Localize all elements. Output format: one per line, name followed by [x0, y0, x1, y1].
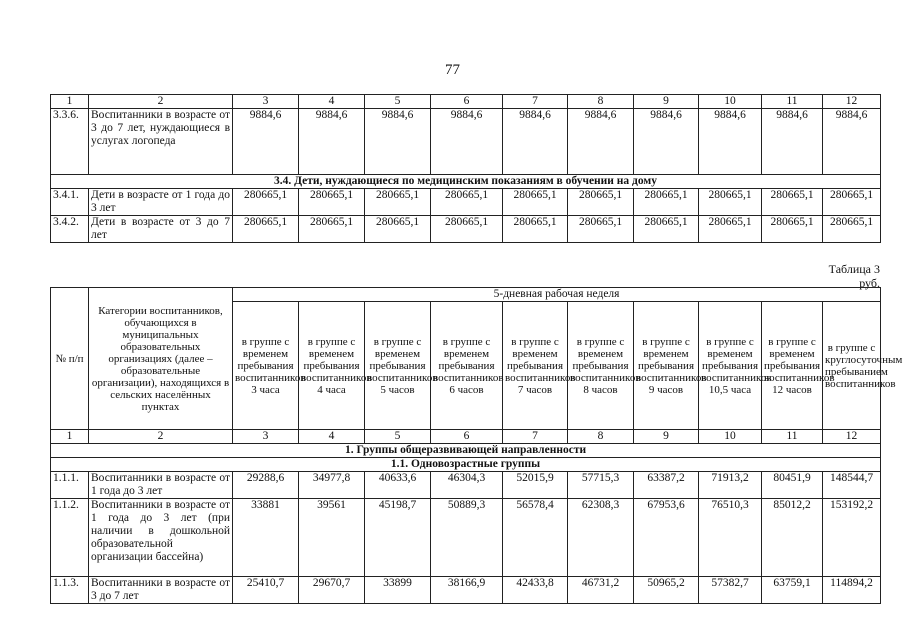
cell-value: 56578,4 — [503, 499, 568, 577]
cell-value: 280665,1 — [568, 189, 634, 216]
column-number: 8 — [568, 95, 634, 109]
group-header: в группе с временем пребывания воспитанников 4 часа — [299, 302, 365, 430]
section-title-row — [51, 175, 881, 189]
cell-value: 280665,1 — [699, 216, 762, 243]
column-number: 4 — [299, 95, 365, 109]
cell-value: 45198,7 — [365, 499, 431, 577]
cell-value: 280665,1 — [634, 216, 699, 243]
table-caption: Таблица 3 — [828, 262, 880, 276]
column-number: 2 — [89, 430, 233, 444]
group-header: в группе с временем пребывания воспитанников 12 часов — [762, 302, 823, 430]
table-3 — [50, 287, 903, 604]
cell-value: 85012,2 — [762, 499, 823, 577]
cell-value: 280665,1 — [823, 189, 881, 216]
subsection-heading-row — [51, 458, 881, 472]
table-row — [51, 109, 881, 175]
column-number: 5 — [365, 95, 431, 109]
row-code: 1.1.1. — [51, 472, 89, 499]
table-row — [51, 577, 881, 604]
group-header: в группе с временем пребывания воспитанников 6 часов — [431, 302, 503, 430]
cell-value: 50965,2 — [634, 577, 699, 604]
column-number: 1 — [51, 430, 89, 444]
column-number: 10 — [699, 430, 762, 444]
column-number: 12 — [823, 430, 881, 444]
cell-value: 33881 — [233, 499, 299, 577]
row-label: Воспитанники в возрасте от 3 до 7 лет, нуждающиеся в услугах логопеда — [89, 109, 233, 175]
column-number: 3 — [233, 430, 299, 444]
week-header: 5-дневная рабочая неделя — [233, 288, 881, 302]
cell-value: 34977,8 — [299, 472, 365, 499]
group-header: в группе с временем пребывания воспитанников 7 часов — [503, 302, 568, 430]
cell-value: 29670,7 — [299, 577, 365, 604]
cell-value: 29288,6 — [233, 472, 299, 499]
cell-value: 33899 — [365, 577, 431, 604]
table-row — [51, 472, 881, 499]
cell-value: 280665,1 — [299, 216, 365, 243]
cell-value: 280665,1 — [365, 189, 431, 216]
column-number: 9 — [634, 430, 699, 444]
cell-value: 280665,1 — [762, 216, 823, 243]
cell-value: 46731,2 — [568, 577, 634, 604]
cell-value: 153192,2 — [823, 499, 881, 577]
cell-value: 63759,1 — [762, 577, 823, 604]
section-heading-row — [51, 444, 881, 458]
group-header: в группе с временем пребывания воспитанников 8 часов — [568, 302, 634, 430]
row-label: Дети в возрасте от 3 до 7 лет — [89, 216, 233, 243]
cell-value: 280665,1 — [503, 189, 568, 216]
cell-value: 76510,3 — [699, 499, 762, 577]
row-label: Воспитанники в возрасте от 3 до 7 лет — [89, 577, 233, 604]
cell-value: 280665,1 — [823, 216, 881, 243]
page-number: 77 — [445, 62, 460, 78]
cell-value: 280665,1 — [233, 189, 299, 216]
cell-value: 280665,1 — [299, 189, 365, 216]
subsection-heading: 1.1. Одновозрастные группы — [51, 458, 881, 472]
cell-value: 280665,1 — [365, 216, 431, 243]
cell-value: 9884,6 — [699, 109, 762, 175]
cell-value: 280665,1 — [503, 216, 568, 243]
cell-value: 38166,9 — [431, 577, 503, 604]
row-label: Дети в возрасте от 1 года до 3 лет — [89, 189, 233, 216]
cell-value: 63387,2 — [634, 472, 699, 499]
column-number-row — [51, 430, 881, 444]
table-unit: руб. — [859, 276, 880, 290]
column-number: 7 — [503, 95, 568, 109]
row-label: Воспитанники в возрасте от 1 года до 3 лет — [89, 472, 233, 499]
column-number-row — [51, 95, 881, 109]
row-code: 3.4.1. — [51, 189, 89, 216]
column-number: 3 — [233, 95, 299, 109]
cell-value: 67953,6 — [634, 499, 699, 577]
cell-value: 280665,1 — [431, 216, 503, 243]
cell-value: 25410,7 — [233, 577, 299, 604]
cell-value: 280665,1 — [699, 189, 762, 216]
section-heading: 1. Группы общеразвивающей направленности — [51, 444, 881, 458]
column-number: 5 — [365, 430, 431, 444]
cell-value: 71913,2 — [699, 472, 762, 499]
cell-value: 9884,6 — [431, 109, 503, 175]
group-header: в группе с временем пребывания воспитанников 5 часов — [365, 302, 431, 430]
row-code: 1.1.3. — [51, 577, 89, 604]
table-row — [51, 216, 881, 243]
column-number: 6 — [431, 95, 503, 109]
col-num-header: № п/п — [51, 288, 89, 430]
section-title: 3.4. Дети, нуждающиеся по медицинским показаниям в обучении на дому — [51, 175, 881, 189]
cell-value: 9884,6 — [299, 109, 365, 175]
cell-value: 280665,1 — [431, 189, 503, 216]
cell-value: 9884,6 — [503, 109, 568, 175]
group-header: в группе с круглосуточным пребыванием воспитанников — [823, 302, 881, 430]
cell-value: 9884,6 — [634, 109, 699, 175]
table-row — [51, 189, 881, 216]
col-category-header: Категории воспитанников, обучающихся в муниципальных образовательных организациях (далее – образовательные организации), находящихся в сельских населённых пунктах — [89, 288, 233, 430]
column-number: 2 — [89, 95, 233, 109]
cell-value: 39561 — [299, 499, 365, 577]
cell-value: 280665,1 — [233, 216, 299, 243]
group-header: в группе с временем пребывания воспитанников 3 часа — [233, 302, 299, 430]
row-code: 3.3.6. — [51, 109, 89, 175]
row-label: Воспитанники в возрасте от 1 года до 3 лет (при наличии в дошкольной образовательной организации бассейна) — [89, 499, 233, 577]
cell-value: 9884,6 — [365, 109, 431, 175]
cell-value: 9884,6 — [233, 109, 299, 175]
cell-value: 148544,7 — [823, 472, 881, 499]
cell-value: 50889,3 — [431, 499, 503, 577]
cell-value: 9884,6 — [823, 109, 881, 175]
row-code: 1.1.2. — [51, 499, 89, 577]
column-number: 9 — [634, 95, 699, 109]
cell-value: 52015,9 — [503, 472, 568, 499]
cell-value: 9884,6 — [568, 109, 634, 175]
cell-value: 40633,6 — [365, 472, 431, 499]
cell-value: 280665,1 — [634, 189, 699, 216]
column-number: 6 — [431, 430, 503, 444]
column-number: 8 — [568, 430, 634, 444]
cell-value: 9884,6 — [762, 109, 823, 175]
column-number: 11 — [762, 95, 823, 109]
column-number: 1 — [51, 95, 89, 109]
column-number: 10 — [699, 95, 762, 109]
row-code: 3.4.2. — [51, 216, 89, 243]
cell-value: 46304,3 — [431, 472, 503, 499]
cell-value: 80451,9 — [762, 472, 823, 499]
cell-value: 280665,1 — [762, 189, 823, 216]
cell-value: 62308,3 — [568, 499, 634, 577]
cell-value: 280665,1 — [568, 216, 634, 243]
column-number: 12 — [823, 95, 881, 109]
column-number: 11 — [762, 430, 823, 444]
group-header: в группе с временем пребывания воспитанников 10,5 часа — [699, 302, 762, 430]
column-number: 4 — [299, 430, 365, 444]
top-table — [50, 94, 881, 243]
cell-value: 57715,3 — [568, 472, 634, 499]
cell-value: 57382,7 — [699, 577, 762, 604]
cell-value: 42433,8 — [503, 577, 568, 604]
cell-value: 114894,2 — [823, 577, 881, 604]
group-header: в группе с временем пребывания воспитанников 9 часов — [634, 302, 699, 430]
table-row — [51, 499, 881, 577]
column-number: 7 — [503, 430, 568, 444]
